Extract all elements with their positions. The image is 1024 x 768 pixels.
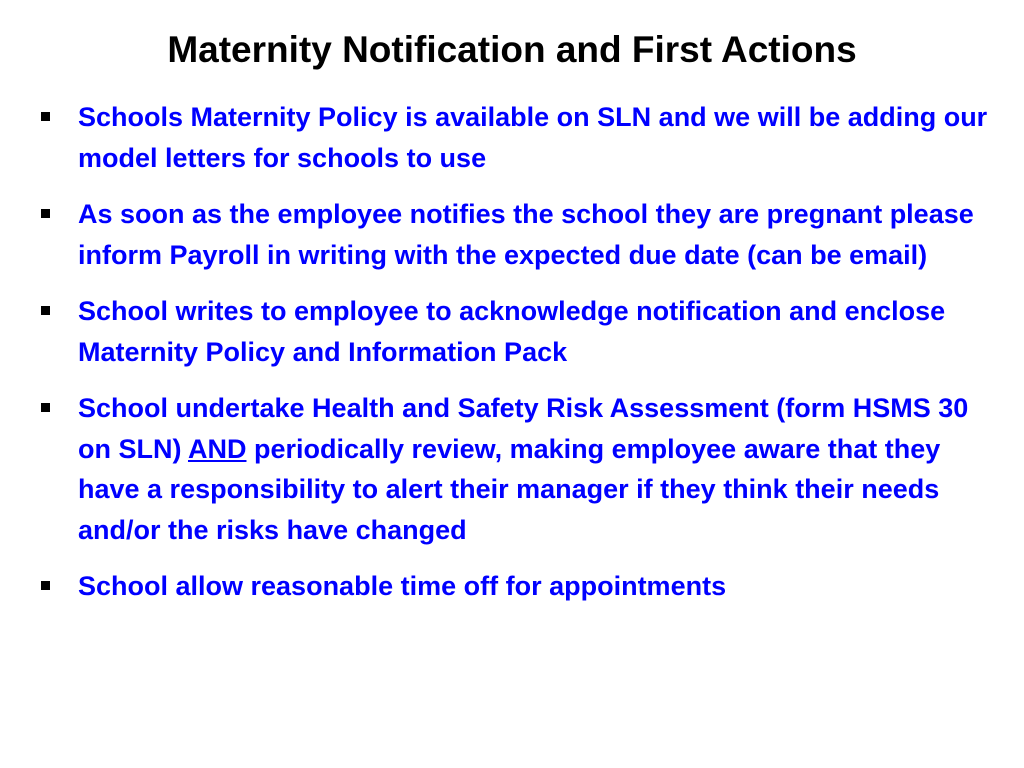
- square-bullet-icon: [41, 306, 50, 315]
- bullet-item: [40, 291, 990, 372]
- slide-title: Maternity Notification and First Actions: [167, 29, 857, 70]
- bullet-text: [78, 393, 968, 545]
- square-bullet-icon: [41, 112, 50, 121]
- bullet-text: Schools Maternity Policy is available on SLN and we will be adding our model letters for schools to use: [78, 102, 988, 173]
- square-bullet-icon: [41, 209, 50, 218]
- bullet-item: [40, 97, 990, 178]
- bullet-text: As soon as the employee notifies the school they are pregnant please inform Payroll in writing with the expected due date (can be email): [78, 199, 974, 270]
- emphasis-and: AND: [187, 433, 247, 464]
- bullet-text-part: periodically review, making employee aware that they have a responsibility to alert their manager if they think their needs and/or the risks have changed: [78, 433, 941, 545]
- square-bullet-icon: [41, 403, 50, 412]
- square-bullet-icon: [41, 581, 50, 590]
- bullet-text: School allow reasonable time off for appointments: [78, 571, 727, 601]
- bullet-item: [40, 566, 990, 607]
- bullet-item: [40, 194, 990, 275]
- bullet-text: School writes to employee to acknowledge notification and enclose Maternity Policy and Information Pack: [78, 296, 946, 367]
- bullet-text-part: School undertake Health and Safety Risk Assessment (form HSMS 30 on SLN): [78, 393, 969, 464]
- bullet-list: [40, 97, 990, 623]
- bullet-item: [40, 388, 990, 550]
